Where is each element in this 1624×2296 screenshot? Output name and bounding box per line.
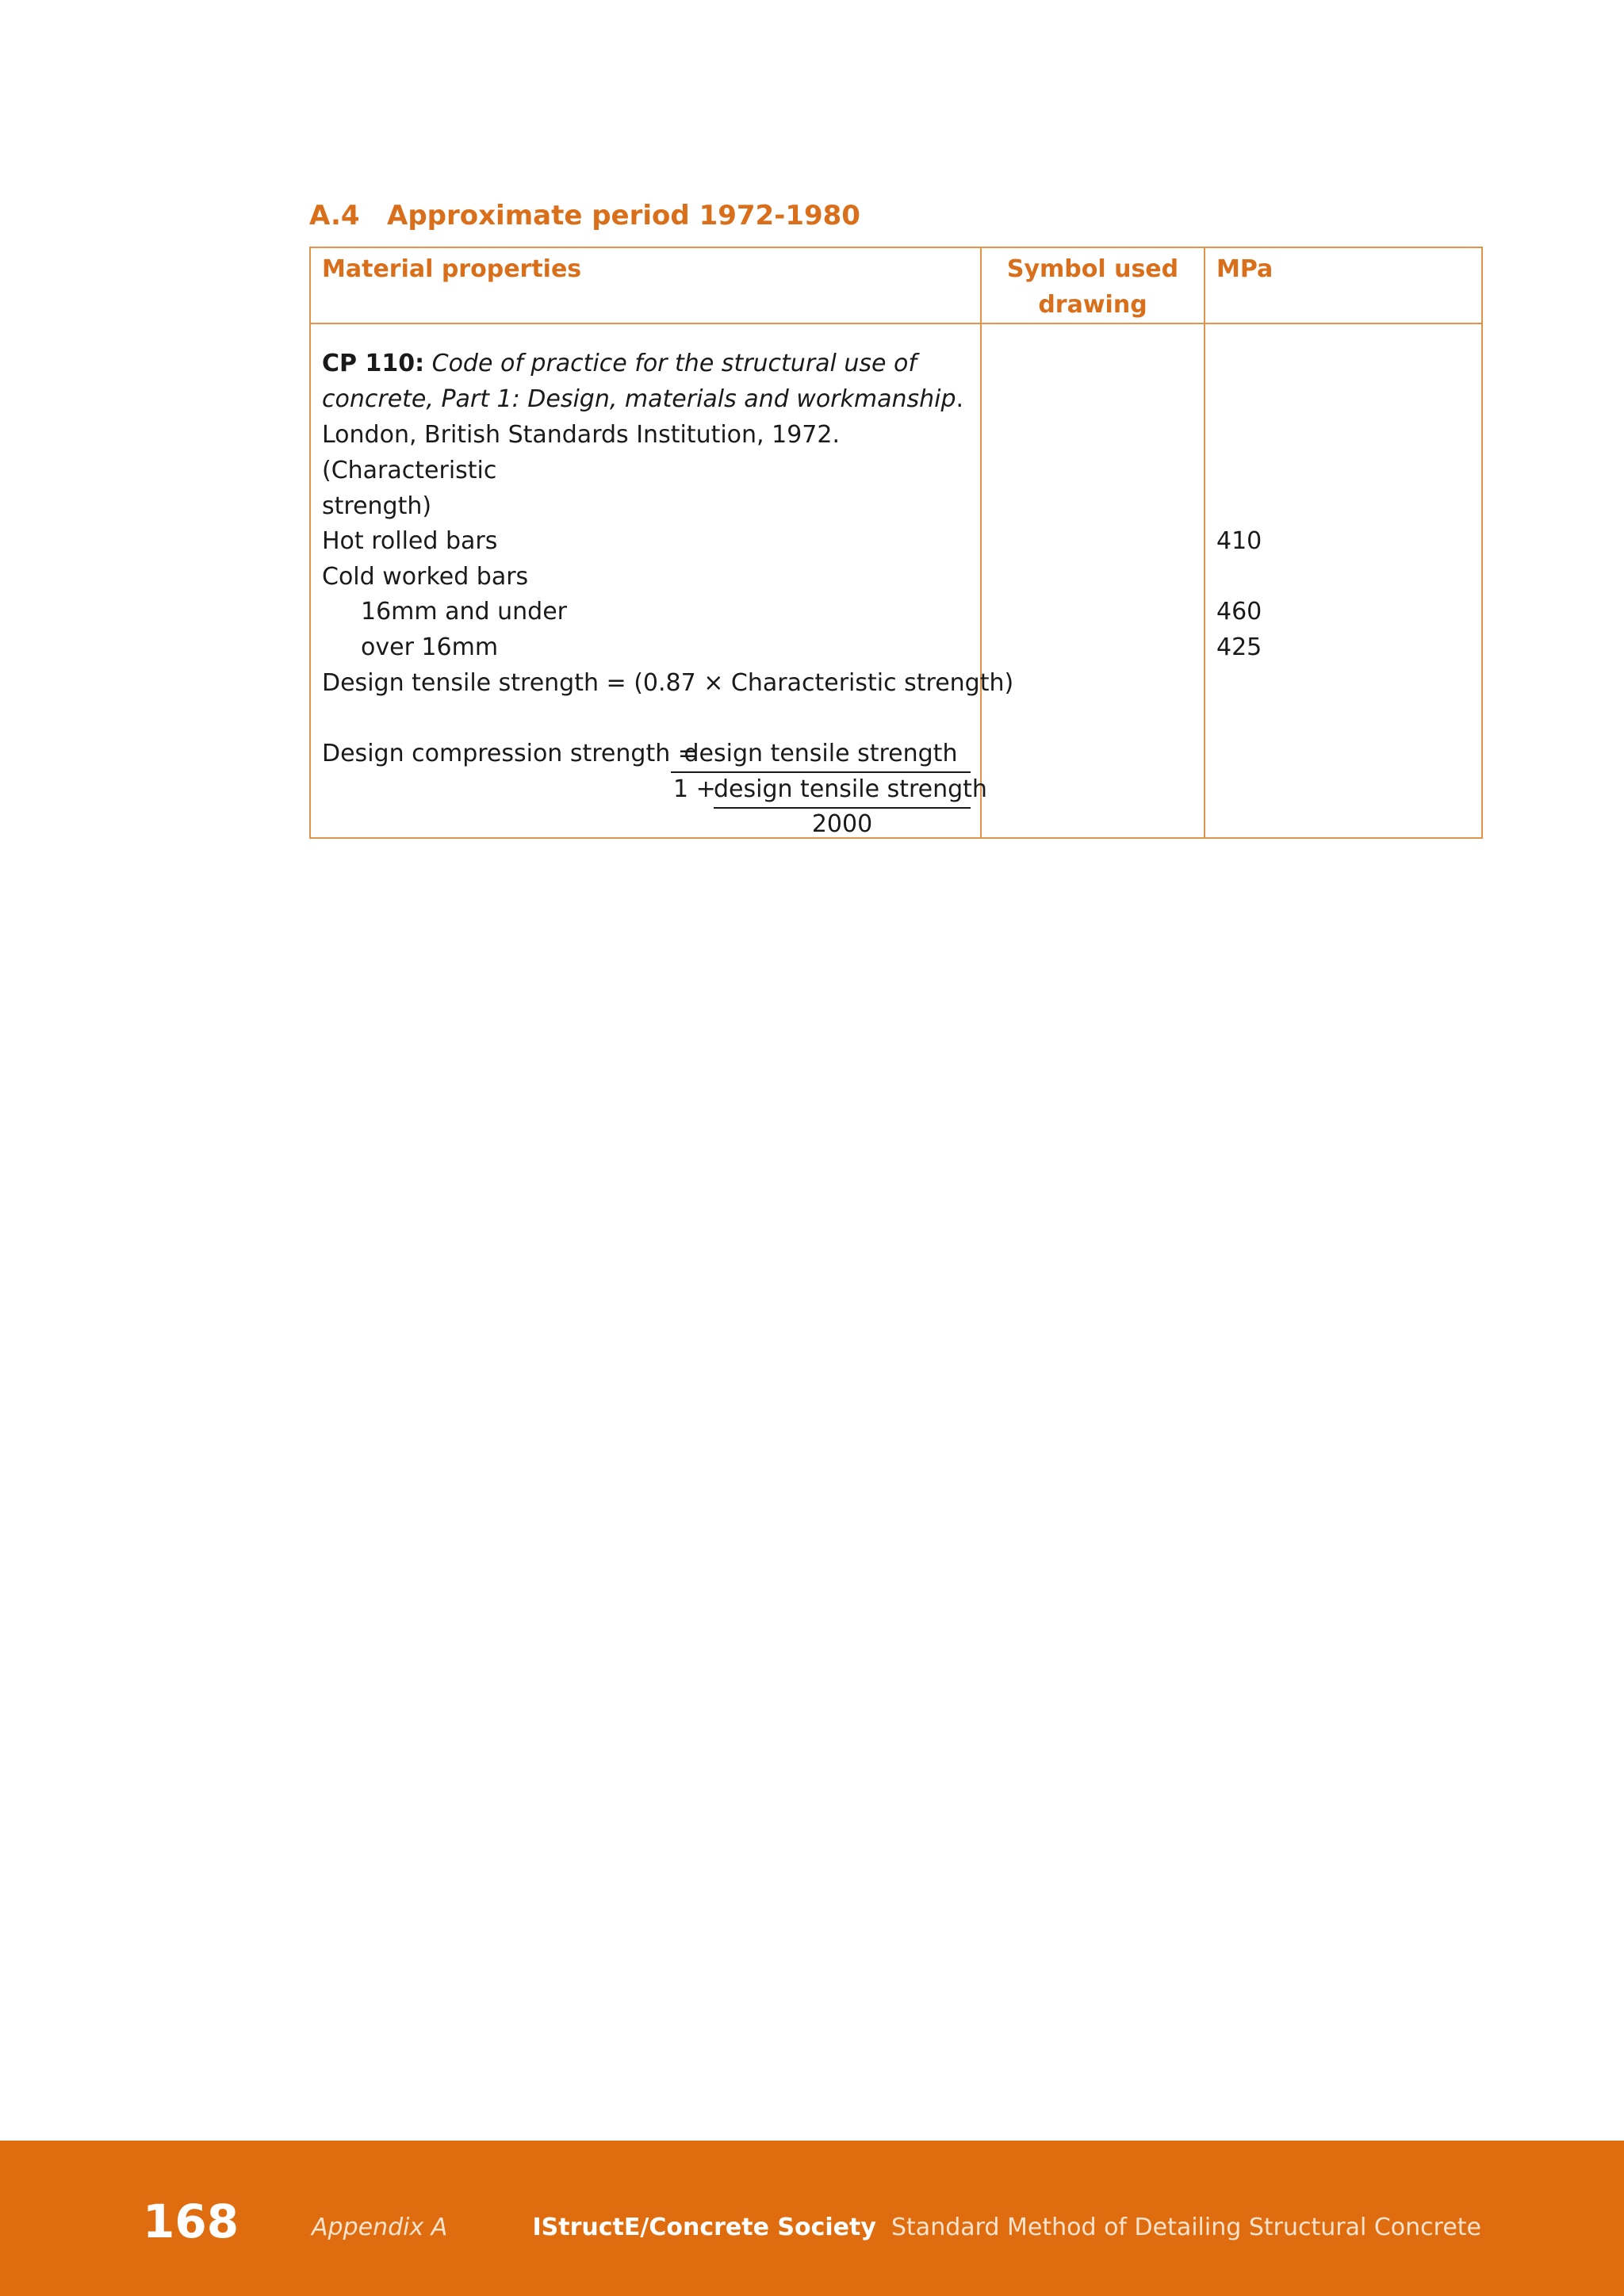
row-label-cold-worked: Cold worked bars bbox=[322, 563, 529, 591]
row-value-over-16mm: 425 bbox=[1216, 633, 1262, 661]
section-heading bbox=[309, 200, 860, 232]
row-label-hot-rolled: Hot rolled bars bbox=[322, 527, 498, 555]
reference-title-line1: Code of practice for the structural use of bbox=[431, 350, 917, 377]
column-divider bbox=[1204, 248, 1205, 837]
header-symbol-used bbox=[982, 251, 1204, 323]
row-value-hot-rolled: 410 bbox=[1216, 527, 1262, 555]
page-number: 168 bbox=[143, 2195, 239, 2248]
reference-title-end: . bbox=[956, 385, 964, 413]
row-value-16mm-under: 460 bbox=[1216, 598, 1262, 626]
reference-title-line2: concrete, Part 1: Design, materials and workmanship bbox=[322, 385, 956, 413]
section-number: A.4 bbox=[309, 200, 360, 232]
row-label-over-16mm: over 16mm bbox=[361, 633, 499, 661]
header-mpa: MPa bbox=[1216, 255, 1274, 283]
header-divider bbox=[311, 323, 1481, 324]
reference-citation bbox=[322, 346, 980, 524]
design-tensile-formula: Design tensile strength = (0.87 × Characteristic strength) bbox=[322, 669, 1014, 697]
reference-publisher-cont: strength) bbox=[322, 492, 432, 520]
reference-code: CP 110: bbox=[322, 350, 425, 377]
header-material-properties: Material properties bbox=[322, 255, 582, 283]
column-divider bbox=[980, 248, 982, 837]
compression-inner-denominator: 2000 bbox=[811, 810, 873, 838]
reference-publisher: London, British Standards Institution, 1972. (Characteristic bbox=[322, 421, 840, 484]
material-properties-table bbox=[309, 247, 1483, 839]
page-footer bbox=[0, 2141, 1624, 2296]
footer-appendix: Appendix A bbox=[312, 2214, 448, 2241]
compression-inner-numerator: design tensile strength bbox=[714, 771, 971, 809]
compression-numerator: design tensile strength bbox=[671, 736, 971, 773]
header-symbol-line1: Symbol used bbox=[1006, 255, 1179, 283]
row-label-16mm-under: 16mm and under bbox=[361, 598, 567, 626]
compression-denominator-prefix: 1 + bbox=[673, 775, 716, 803]
section-title: Approximate period 1972-1980 bbox=[387, 200, 860, 232]
footer-publication bbox=[533, 2214, 1481, 2241]
footer-org: IStructE/Concrete Society bbox=[532, 2214, 876, 2241]
compression-label: Design compression strength = bbox=[322, 740, 698, 767]
footer-publication-title: Standard Method of Detailing Structural Concrete bbox=[891, 2214, 1481, 2241]
header-symbol-line2: drawing bbox=[1038, 291, 1147, 319]
